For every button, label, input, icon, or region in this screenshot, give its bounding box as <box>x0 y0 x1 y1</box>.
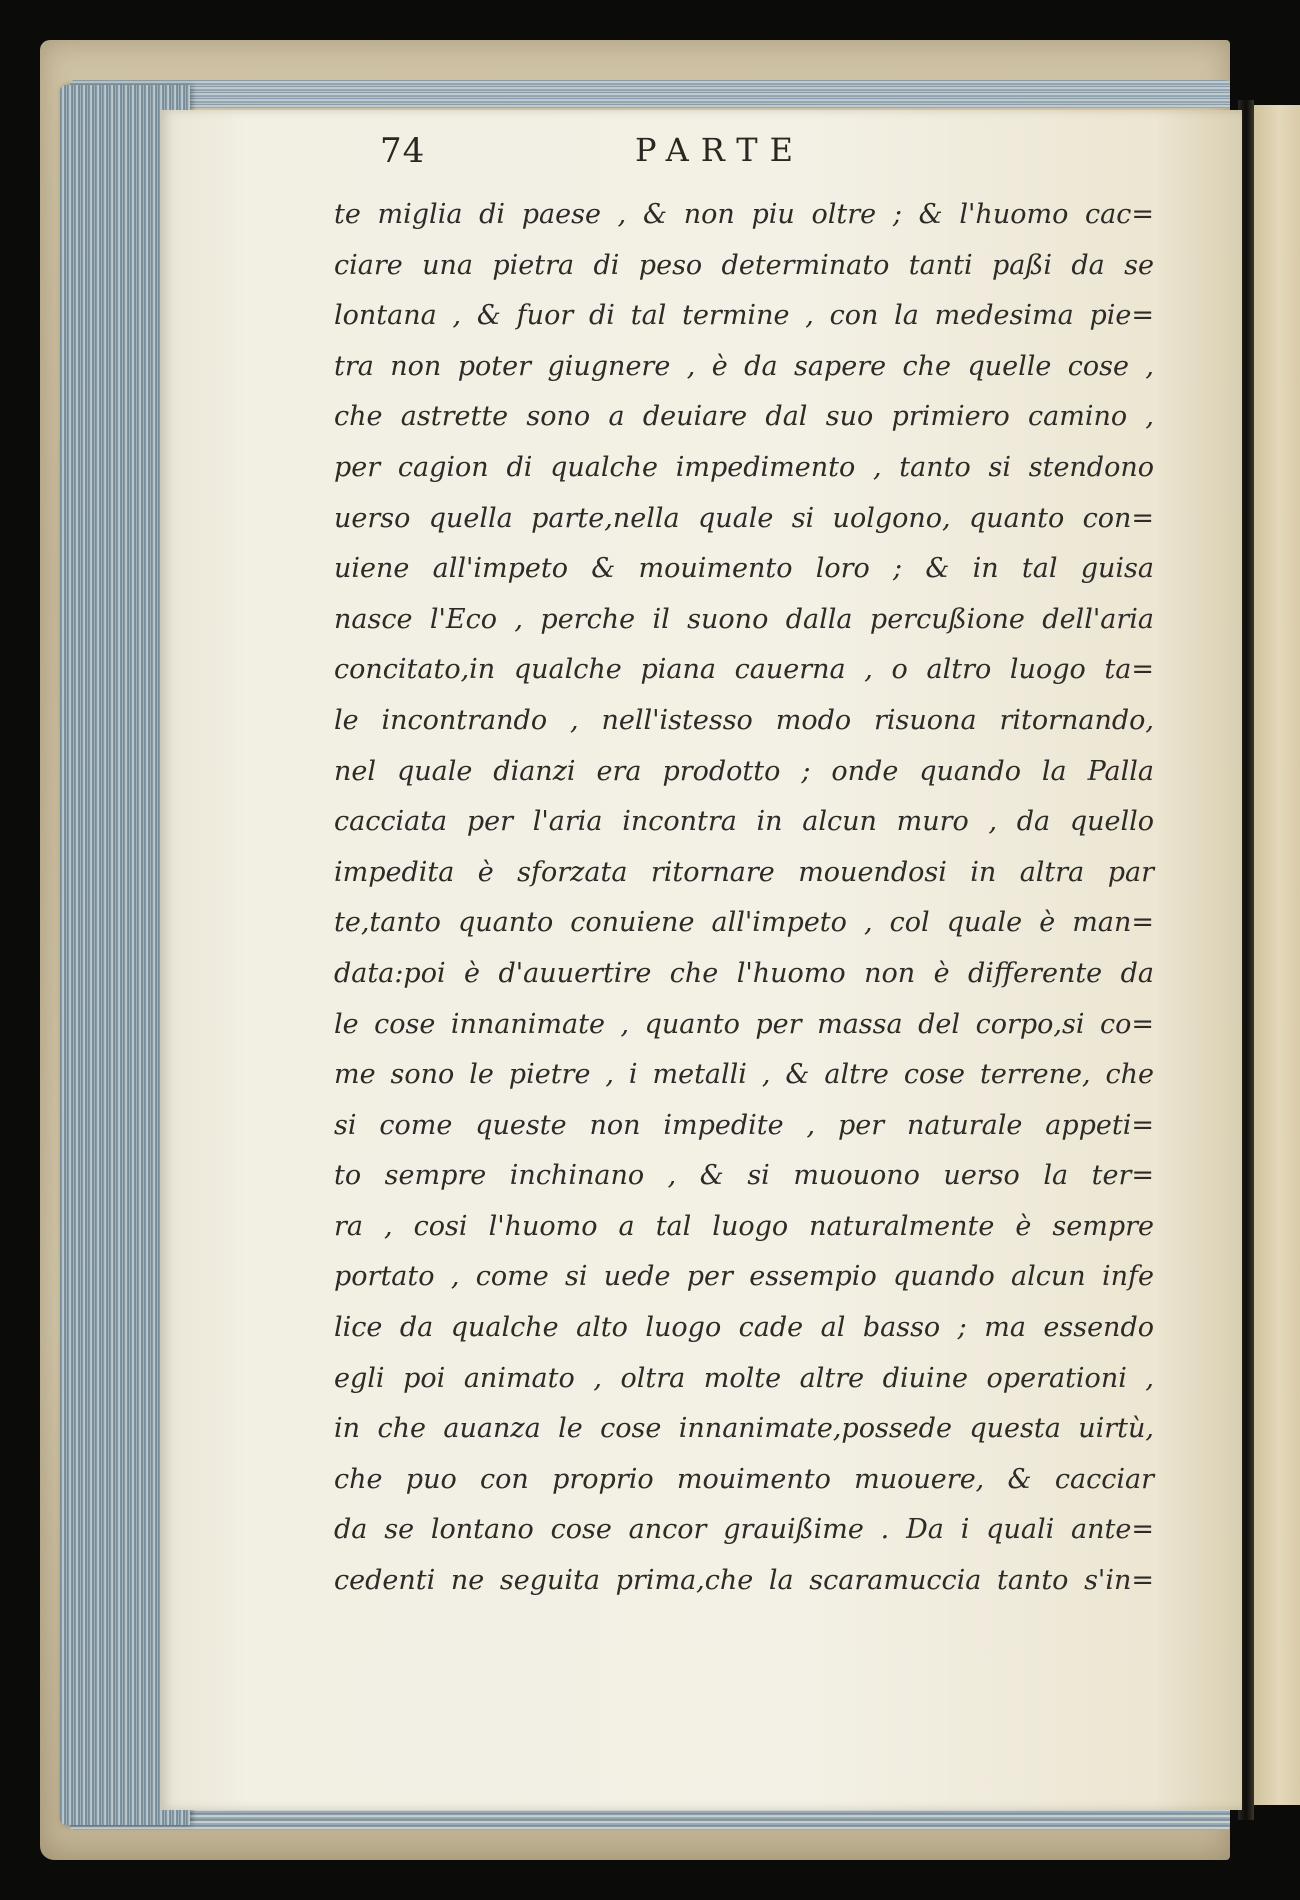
text-line: si come queste non impedite , per naturale appeti= <box>334 1109 1154 1141</box>
text-line: cacciata per l'aria incontra in alcun muro , da quello <box>334 806 1154 838</box>
text-line: lontana , & fuor di tal termine , con la medesima pie= <box>334 300 1154 332</box>
text-line: in che auanza le cose innanimate,possede questa uirtù, <box>334 1413 1154 1445</box>
facing-page <box>1250 105 1300 1805</box>
text-line: nel quale dianzi era prodotto ; onde quando la Palla <box>334 755 1154 787</box>
running-head: PARTE <box>635 131 805 169</box>
text-line: cedenti ne seguita prima,che la scaramuccia tanto s'in= <box>334 1565 1154 1597</box>
text-line: per cagion di qualche impedimento , tanto si stendono <box>334 451 1154 483</box>
text-line: ciare una pietra di peso determinato tanti paßi da se <box>334 249 1154 281</box>
text-line: le cose innanimate , quanto per massa del corpo,si co= <box>334 1008 1154 1040</box>
text-line: lice da qualche alto luogo cade al basso ; ma essendo <box>334 1312 1154 1344</box>
page-edges-top <box>70 80 1230 108</box>
text-line: me sono le pietre , i metalli , & altre cose terrene, che <box>334 1059 1154 1091</box>
text-line: concitato,in qualche piana cauerna , o altro luogo ta= <box>334 654 1154 686</box>
text-line: to sempre inchinano , & si muouono uerso la ter= <box>334 1160 1154 1192</box>
text-line: data:poi è d'auuertire che l'huomo non è differente da <box>334 957 1154 989</box>
text-line: che puo con proprio mouimento muouere, & cacciar <box>334 1463 1154 1495</box>
text-line: uerso quella parte,nella quale si uolgono, quanto con= <box>334 502 1154 534</box>
page-header <box>220 131 920 177</box>
text-line: tra non poter giugnere , è da sapere che quelle cose , <box>334 350 1154 382</box>
text-line: te,tanto quanto conuiene all'impeto , col quale è man= <box>334 907 1154 939</box>
text-line: che astrette sono a deuiare dal suo primiero camino , <box>334 401 1154 433</box>
text-line: te miglia di paese , & non piu oltre ; & l'huomo cac= <box>334 199 1154 230</box>
body-text <box>334 190 1154 1607</box>
text-line: nasce l'Eco , perche il suono dalla percußione dell'aria <box>334 603 1154 635</box>
text-line: impedita è sforzata ritornare mouendosi in altra par <box>334 856 1154 888</box>
text-line: ra , cosi l'huomo a tal luogo naturalmente è sempre <box>334 1210 1154 1242</box>
text-line: portato , come si uede per essempio quando alcun infe <box>334 1261 1154 1293</box>
page-number: 74 <box>380 131 426 171</box>
text-line: da se lontano cose ancor grauißime . Da i quali ante= <box>334 1514 1154 1546</box>
text-line: le incontrando , nell'istesso modo risuona ritornando, <box>334 704 1154 736</box>
text-line: uiene all'impeto & mouimento loro ; & in tal guisa <box>334 553 1154 585</box>
text-line: egli poi animato , oltra molte altre diuine operationi , <box>334 1362 1154 1394</box>
